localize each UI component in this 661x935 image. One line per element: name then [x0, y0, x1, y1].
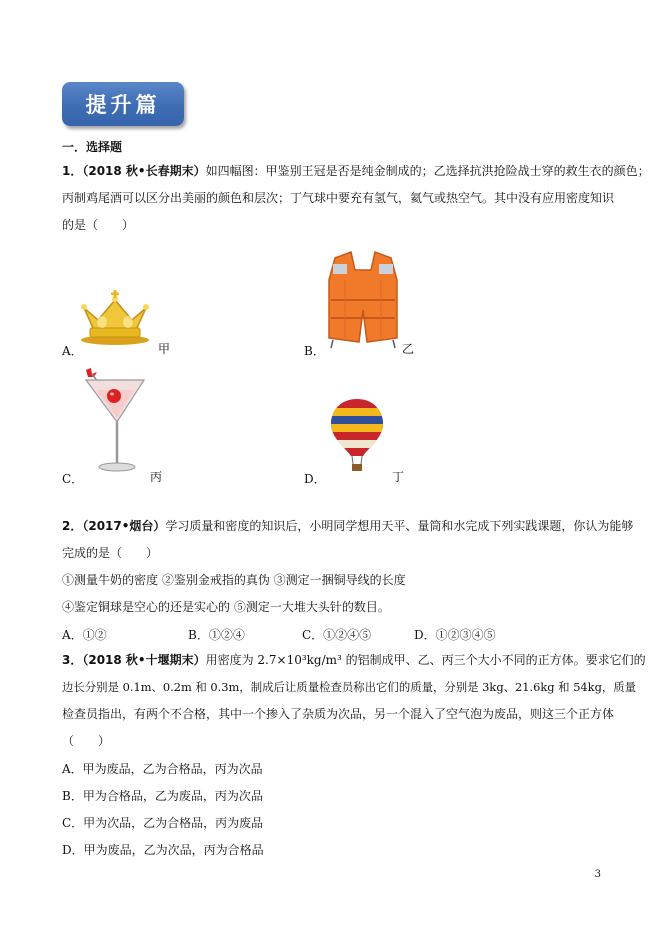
question-2-option-d[interactable]: D．①②③④⑤ [414, 628, 496, 642]
option-b-letter: B． [304, 344, 325, 358]
question-2-item-2: ④鉴定铜球是空心的还是实心的 ⑤测定一大堆大头针的数目。 [62, 600, 390, 614]
section-banner: 提升篇 [62, 82, 184, 126]
question-2-line-1 [62, 518, 633, 534]
question-3-option-a[interactable]: A．甲为废品，乙为合格品，丙为次品 [62, 762, 263, 776]
question-1-option-c[interactable] [62, 470, 83, 487]
question-2-option-c[interactable]: C．①②④⑤ [302, 628, 372, 642]
question-3-line-1 [62, 652, 646, 668]
option-c-label: 丙 [150, 470, 163, 484]
cocktail-icon [84, 368, 148, 478]
option-c-letter: C． [62, 472, 84, 486]
question-2-item-1: ①测量牛奶的密度 ②鉴别金戒指的真伪 ③测定一捆铜导线的长度 [62, 573, 406, 587]
question-1-line-3: 的是（ ） [62, 218, 135, 232]
question-3-line-4: （ ） [62, 734, 111, 748]
option-d-label: 丁 [392, 470, 405, 484]
life-jacket-icon [325, 250, 401, 354]
crown-icon [80, 290, 150, 350]
question-3-option-b[interactable]: B．甲为合格品，乙为废品，丙为次品 [62, 789, 263, 803]
question-1-source: 1．（2018 秋•长春期末） [62, 164, 206, 178]
question-3-line-2: 边长分别是 0.1m、0.2m 和 0.3m，制成后让质量检查员称出它们的质量，分别是 3kg、21.6kg 和 54kg，质量 [62, 680, 637, 694]
option-a-label: 甲 [158, 342, 171, 356]
option-b-label: 乙 [402, 342, 415, 356]
question-2-source: 2．（2017•烟台） [62, 519, 166, 533]
question-1-line-1 [62, 163, 650, 179]
question-2-option-a[interactable]: A．①② [62, 628, 107, 642]
question-1-option-d[interactable] [304, 470, 326, 487]
section-title: 一．选择题 [62, 140, 123, 154]
question-3-option-d[interactable]: D．甲为废品，乙为次品，丙为合格品 [62, 843, 264, 857]
question-2-text-1: 学习质量和密度的知识后，小明同学想用天平、量筒和水完成下列实践课题，你认为能够 [165, 519, 634, 533]
question-1-option-b[interactable] [304, 342, 325, 359]
question-1-option-a[interactable] [62, 342, 83, 359]
question-2-option-b[interactable]: B．①②④ [188, 628, 245, 642]
question-3-text-1: 用密度为 2.7×10³kg/m³ 的铝制成甲、乙、丙三个大小不同的正方体。要求它们的 [205, 653, 646, 667]
page-number: 3 [594, 869, 601, 880]
question-2-line-2: 完成的是（ ） [62, 546, 159, 560]
question-1-text-1: 如四幅图：甲鉴别王冠是否是纯金制成的；乙选择抗洪抢险战士穿的救生衣的颜色； [205, 164, 650, 178]
question-3-line-3: 检查员指出，有两个不合格，其中一个掺入了杂质为次品，另一个混入了空气泡为废品，则这三个正方体 [62, 707, 615, 721]
option-a-letter: A． [62, 344, 83, 358]
question-3-source: 3．（2018 秋•十堰期末） [62, 653, 206, 667]
hot-air-balloon-icon [330, 398, 384, 476]
question-3-option-c[interactable]: C．甲为次品，乙为合格品，丙为废品 [62, 816, 264, 830]
option-d-letter: D． [304, 472, 326, 486]
question-1-line-2: 丙制鸡尾酒可以区分出美丽的颜色和层次；丁气球中要充有氢气，氦气或热空气。其中没有应用密度知识 [62, 191, 615, 205]
